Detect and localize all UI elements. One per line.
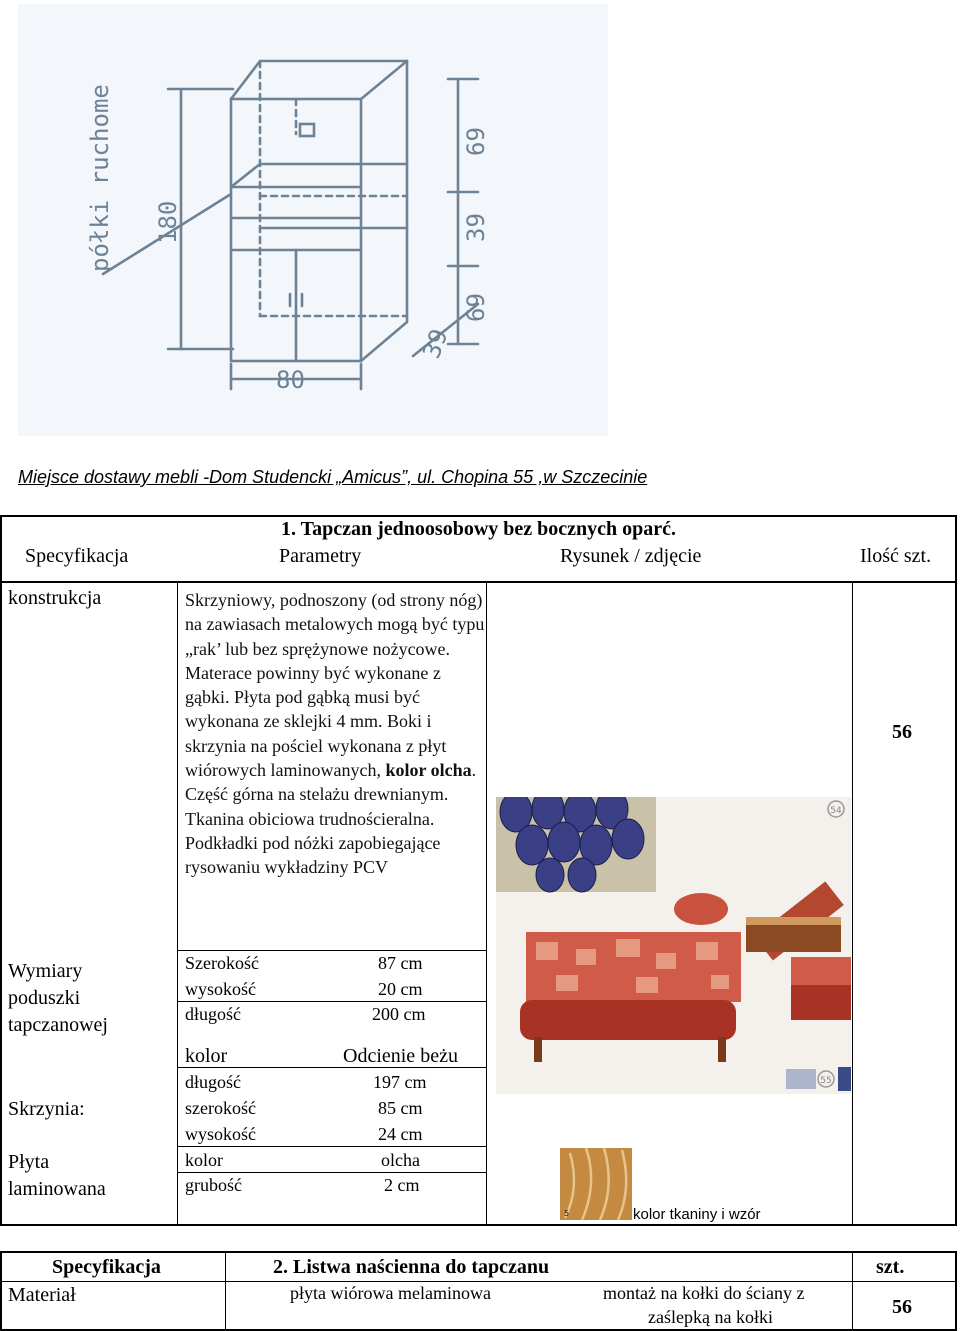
label-cushion-line3: tapczanowej (8, 1014, 108, 1036)
fabric-caption: kolor tkaniny i wzór (633, 1206, 761, 1223)
cushion-param-value: 200 cm (372, 1004, 426, 1024)
table2-mounting-line1: montaż na kołki do ściany z (603, 1283, 805, 1303)
cabinet-drawing (18, 4, 608, 436)
sofa-bed-photo (496, 797, 851, 1094)
depth-dimension: 39 (417, 325, 454, 363)
header-params: Parametry (279, 545, 362, 567)
label-box: Skrzynia: (8, 1098, 85, 1120)
table1-title: 1. Tapczan jednoosobowy bez bocznych oparć. (280, 518, 677, 540)
table2-title: 2. Listwa naścienna do tapczanu (273, 1256, 550, 1278)
table2-quantity-header: szt. (876, 1256, 905, 1278)
box-param-value: 197 cm (373, 1072, 427, 1092)
top-section-dimension: 69 (462, 127, 490, 156)
cushion-param-name: długość (185, 1004, 241, 1024)
bottom-section-dimension: 69 (462, 293, 490, 322)
label-board-line2: laminowana (8, 1178, 106, 1200)
fabric-swatch (560, 1148, 632, 1220)
box-param-value: 24 cm (378, 1124, 423, 1144)
cushion-param-name: wysokość (185, 979, 256, 999)
box-param-name: kolor (185, 1150, 223, 1170)
label-cushion-line1: Wymiary (8, 960, 83, 982)
header-picture: Rysunek / zdjęcie (560, 545, 702, 567)
delivery-address: Miejsce dostawy mebli -Dom Studencki „Amicus”, ul. Chopina 55 ,w Szczecinie (18, 467, 648, 487)
box-param-name: szerokość (185, 1098, 256, 1118)
construction-text-part2: . Część górna na stelażu drewnianym. Tkanina obiciowa trudnościeralna. Podkładki pod nóżki zapobiegające rysowaniu wykładziny PCV (185, 760, 477, 878)
label-cushion-line2: poduszki (8, 987, 81, 1009)
height-dimension: 180 (154, 200, 182, 244)
shelves-label: półki ruchome (86, 84, 114, 272)
construction-color-emphasis: kolor olcha (385, 760, 472, 781)
middle-section-dimension: 39 (462, 213, 490, 242)
cushion-param-name: Szerokość (185, 953, 259, 973)
photo-badge-bottom: 55 (820, 1076, 832, 1086)
box-param-value: 2 cm (384, 1175, 420, 1195)
color-param-name: kolor (185, 1045, 228, 1067)
table2-spec-header: Specyfikacja (52, 1256, 161, 1278)
color-param-value: Odcienie beżu (343, 1045, 458, 1067)
table1-quantity: 56 (892, 721, 912, 743)
furniture-sketch (18, 4, 608, 436)
header-quantity: Ilość szt. (860, 545, 932, 567)
box-param-name: wysokość (185, 1124, 256, 1144)
table2-material-label: Materiał (8, 1284, 76, 1306)
cushion-param-value: 87 cm (378, 953, 423, 973)
label-construction: konstrukcja (8, 587, 102, 609)
cushion-param-value: 20 cm (378, 979, 423, 999)
box-param-value: 85 cm (378, 1098, 423, 1118)
table2-quantity: 56 (892, 1296, 912, 1318)
photo-badge-top: 54 (830, 806, 842, 816)
header-spec: Specyfikacja (25, 545, 129, 567)
label-board-line1: Płyta (8, 1151, 50, 1173)
construction-description (185, 588, 485, 880)
box-param-value: olcha (381, 1150, 420, 1170)
box-param-name: grubość (185, 1175, 242, 1195)
swatch-number: 5 (564, 1209, 570, 1218)
construction-text-part1: Skrzyniowy, podnoszony (od strony nóg) na zawiasach metalowych mogą być typu „rak’ lub bez sprężynowe nożycowe. Materace powinny być wykonane z gąbki. Płyta pod gąbką musi być wykonana ze sklejki 4 mm. Boki i skrzynia na pościel wykonana z płyt wiórowych laminowanych, (185, 590, 485, 781)
width-dimension: 80 (276, 366, 305, 394)
table2-mounting-line2: zaślepką na kołki (648, 1307, 773, 1327)
table2-material-value: płyta wiórowa melaminowa (290, 1283, 491, 1303)
box-param-name: długość (185, 1072, 241, 1092)
